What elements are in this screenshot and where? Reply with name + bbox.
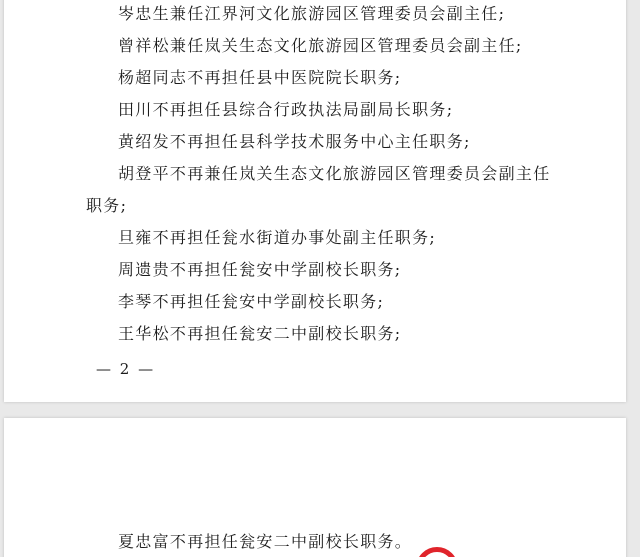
text-line: 杨超同志不再担任县中医院院长职务; bbox=[118, 68, 402, 87]
text-line-continuation: 职务; bbox=[86, 196, 128, 215]
text-line: 王华松不再担任瓮安二中副校长职务; bbox=[118, 324, 402, 343]
text-line: 田川不再担任县综合行政执法局副局长职务; bbox=[118, 100, 454, 119]
text-line: 周遗贵不再担任瓮安中学副校长职务; bbox=[118, 260, 402, 279]
text-line: 李琴不再担任瓮安中学副校长职务; bbox=[118, 292, 385, 311]
document-page-2 bbox=[4, 418, 626, 557]
official-seal bbox=[416, 547, 458, 557]
text-line: 岑忠生兼任江界河文化旅游园区管理委员会副主任; bbox=[118, 4, 506, 23]
text-line: 曾祥松兼任岚关生态文化旅游园区管理委员会副主任; bbox=[118, 36, 523, 55]
text-line: 夏忠富不再担任瓮安二中副校长职务。 bbox=[118, 532, 413, 551]
text-line: 胡登平不再兼任岚关生态文化旅游园区管理委员会副主任 bbox=[118, 164, 551, 183]
text-line: 旦雍不再担任瓮水街道办事处副主任职务; bbox=[118, 228, 437, 247]
document-page-1 bbox=[4, 0, 626, 402]
text-line: 黄绍发不再担任县科学技术服务中心主任职务; bbox=[118, 132, 471, 151]
page-number: — 2 — bbox=[96, 360, 156, 378]
